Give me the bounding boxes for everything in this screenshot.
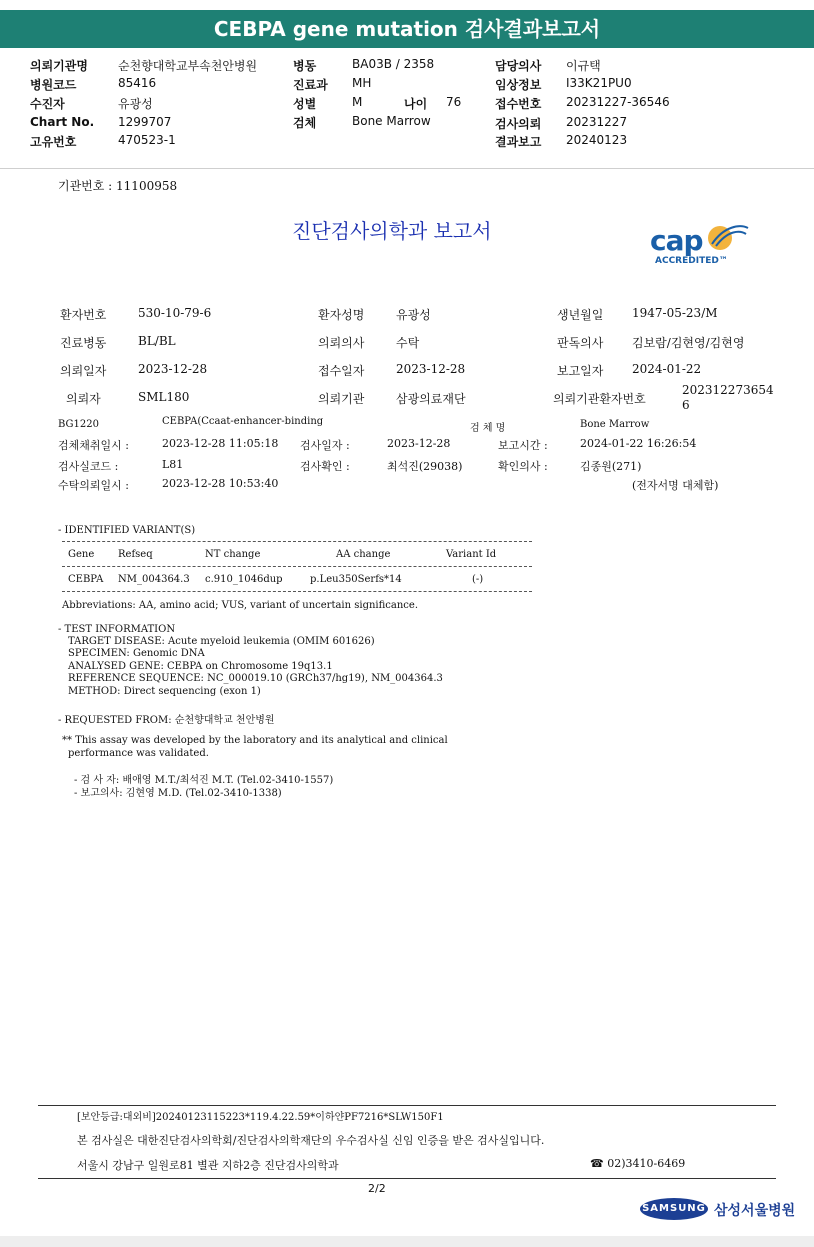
samsung-hospital-name: 삼성서울병원 [714,1203,796,1219]
header-label: 병동 [293,59,317,73]
test-information-line: SPECIMEN: Genomic DNA [68,648,205,659]
header-value: 20240123 [566,133,628,147]
lab-phone: ☎ 02)3410-6469 [590,1157,686,1170]
test-information-line: ANALYSED GENE: CEBPA on Chromosome 19q13.1 [68,661,333,672]
institution-number: 기관번호 : 11100958 [58,179,178,193]
esign-note: (전자서명 대체함) [632,479,719,492]
lab-address: 서울시 강남구 일원로81 별관 지하2층 진단검사의학과 [77,1159,339,1172]
requested-from: - REQUESTED FROM: 순천향대학교 천안병원 [58,715,275,726]
patient-label: 접수일자 [318,364,365,378]
header-label: 접수번호 [495,97,542,111]
assay-note: performance was validated. [68,748,209,759]
header-value: 20231227-36546 [566,95,670,109]
table-cell: CEBPA [68,574,104,585]
patient-label: 의뢰의사 [318,336,365,350]
patient-value: 1947-05-23/M [632,306,718,320]
header-value: Bone Marrow [352,114,431,128]
column-header: Variant Id [446,549,497,560]
header-label: 고유번호 [30,135,77,149]
header-value: BA03B / 2358 [352,57,435,71]
confirm-value: 최석진(29038) [387,460,463,473]
patient-label: 의뢰기관환자번호 [553,392,646,406]
confirm-label: 검사확인 : [300,460,350,473]
test-information-line: TARGET DISEASE: Acute myeloid leukemia (OMIM 601626) [68,636,375,647]
cap-logo-subtext: ACCREDITED™ [655,256,728,266]
table-divider [62,566,532,567]
report-heading: 진단검사의학과 보고서 [292,219,492,243]
doctor-label: 확인의사 : [498,460,548,473]
header-label: 수진자 [30,97,65,111]
footer-rule-top [38,1105,776,1106]
testdate-value: 2023-12-28 [387,437,451,450]
patient-label: 의뢰자 [66,392,101,406]
variants-heading: - IDENTIFIED VARIANT(S) [58,525,196,536]
footer-rule-bottom [38,1178,776,1179]
patient-label: 환자성명 [318,308,365,322]
column-header: NT change [205,549,261,560]
table-cell: c.910_1046dup [205,574,283,585]
patient-label: 보고일자 [557,364,604,378]
patient-value: SML180 [138,390,190,404]
collect-value: 2023-12-28 11:05:18 [162,437,279,450]
patient-value: 2024-01-22 [632,362,702,376]
test-information-line: METHOD: Direct sequencing (exon 1) [68,686,261,697]
patient-value: BL/BL [138,334,176,348]
patient-value: 202312273654 [682,383,774,397]
table-divider [62,541,532,542]
column-header: Refseq [118,549,153,560]
patient-value: 삼광의료재단 [396,392,466,406]
collect-label: 검체채취일시 : [58,439,129,452]
security-line: [보안등급:대외비]20240123115223*119.4.22.59*이하얀PF7216*SLW150F1 [77,1112,444,1123]
specimen-value: Bone Marrow [580,419,650,430]
age-value: 76 [446,95,462,109]
abbreviations: Abbreviations: AA, amino acid; VUS, variant of uncertain significance. [62,600,418,611]
doctor-value: 김종원(271) [580,460,642,473]
room-label: 검사실코드 : [58,460,119,473]
patient-label: 환자번호 [60,308,107,322]
header-label: 검체 [293,116,317,130]
test-code: BG1220 [58,419,99,430]
patient-label: 진료병동 [60,336,107,350]
cap-logo-text: cap [650,224,703,257]
header-label: 임상정보 [495,78,542,92]
patient-label: 의뢰일자 [60,364,107,378]
header-value: 85416 [118,76,157,90]
cap-swirl-icon [706,222,750,252]
age-label: 나이 [404,97,428,111]
column-header: AA change [336,549,391,560]
patient-value: 김보람/김현영/김현영 [632,336,745,350]
testdate-label: 검사일자 : [300,439,350,452]
received-label: 수탁의뢰일시 : [58,479,129,492]
received-value: 2023-12-28 10:53:40 [162,477,279,490]
header-value: 1299707 [118,115,172,129]
header-label: 의뢰기관명 [30,59,88,73]
header-label: 결과보고 [495,135,542,149]
header-label: 검사의뢰 [495,117,542,131]
patient-value: 6 [682,398,690,412]
specimen-label: 검 체 명 [470,423,506,434]
table-cell: (-) [472,574,484,585]
patient-label: 의뢰기관 [318,392,365,406]
certification-note: 본 검사실은 대한진단검사의학회/진단검사의학재단의 우수검사실 신임 인증을 받은 검사실입니다. [77,1134,545,1147]
header-value: 이규택 [566,59,601,73]
patient-value: 530-10-79-6 [138,306,212,320]
header-label: 병원코드 [30,78,77,92]
header-divider [0,168,814,169]
patient-value: 2023-12-28 [396,362,466,376]
header-value: 470523-1 [118,133,176,147]
header-value: 20231227 [566,115,628,129]
header-value: MH [352,76,372,90]
staff-line: - 보고의사: 김현영 M.D. (Tel.02-3410-1338) [74,788,282,799]
header-value: 순천향대학교부속천안병원 [118,59,258,73]
patient-label: 생년월일 [557,308,604,322]
header-label: Chart No. [30,115,95,129]
patient-value: 수탁 [396,336,420,350]
page-number: 2/2 [368,1182,386,1195]
reporttime-value: 2024-01-22 16:26:54 [580,437,697,450]
table-cell: NM_004364.3 [118,574,190,585]
header-label: 성별 [293,97,317,111]
reporttime-label: 보고시간 : [498,439,548,452]
cap-accredited-logo [640,222,750,270]
table-cell: p.Leu350Serfs*14 [310,574,402,585]
staff-line: - 검 사 자: 배애영 M.T./최석진 M.T. (Tel.02-3410-1557) [74,775,334,786]
samsung-oval-logo: SAMSUNG [640,1198,708,1220]
header-value: 유광성 [118,97,153,111]
report-title-bar: CEBPA gene mutation 검사결과보고서 [0,10,814,48]
patient-label: 판독의사 [557,336,604,350]
table-divider [62,591,532,592]
header-value: I33K21PU0 [566,76,632,90]
test-name: CEBPA(Ccaat-enhancer-binding [162,416,324,427]
patient-value: 2023-12-28 [138,362,208,376]
header-value: M [352,95,363,109]
assay-note: ** This assay was developed by the laboratory and its analytical and clinical [62,735,448,746]
bottom-band [0,1236,814,1247]
header-label: 담당의사 [495,59,542,73]
test-information-heading: - TEST INFORMATION [58,624,176,635]
room-value: L81 [162,458,184,471]
test-information-line: REFERENCE SEQUENCE: NC_000019.10 (GRCh37/hg19), NM_004364.3 [68,673,443,684]
header-label: 진료과 [293,78,328,92]
patient-value: 유광성 [396,308,431,322]
column-header: Gene [68,549,95,560]
